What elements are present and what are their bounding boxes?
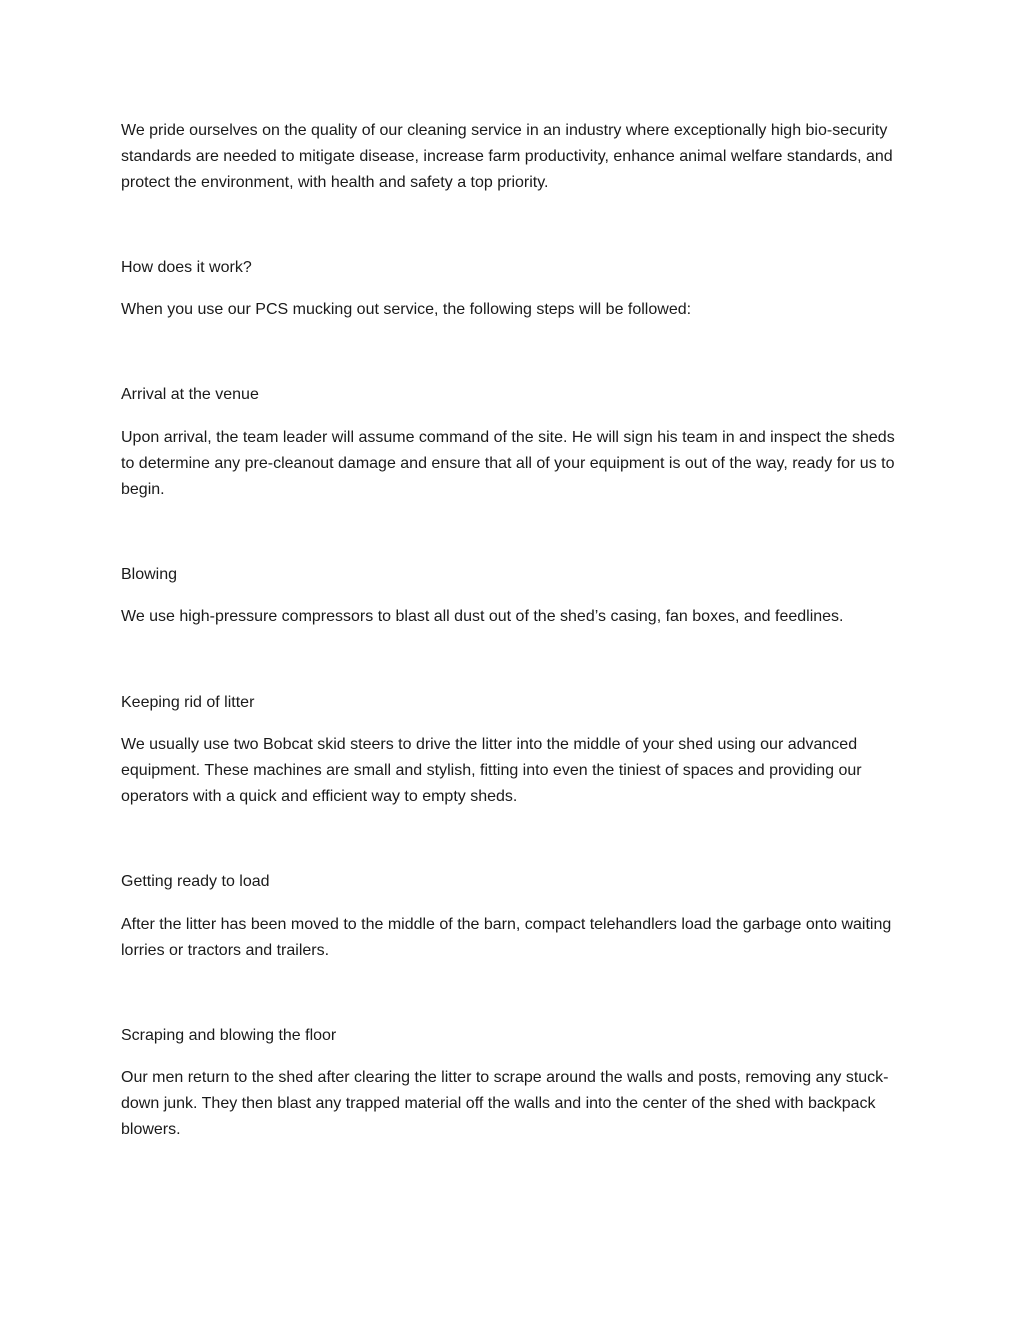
section-text-scraping: Our men return to the shed after clearing the litter to scrape around the walls and posts, removing any stuck-down junk. They then blast any trapped material off the walls and into the center of the shed with backpack blowers. — [121, 1069, 889, 1138]
how-it-works-text: When you use our PCS mucking out service, the following steps will be followed: — [121, 301, 692, 318]
section-heading-arrival: Arrival at the venue — [121, 386, 259, 403]
section-text-arrival: Upon arrival, the team leader will assume command of the site. He will sign his team in and inspect the sheds to determine any pre-cleanout damage and ensure that all of your equipment is out of the way, ready for us to begin. — [121, 429, 895, 498]
section-text-blowing: We use high-pressure compressors to blast all dust out of the shed’s casing, fan boxes, and feedlines. — [121, 608, 844, 625]
intro-paragraph: We pride ourselves on the quality of our cleaning service in an industry where exceptionally high bio-security standards are needed to mitigate disease, increase farm productivity, enhance animal welfare standards, and protect the environment, with health and safety a top priority. — [121, 122, 893, 191]
section-heading-scraping: Scraping and blowing the floor — [121, 1027, 337, 1044]
section-heading-litter: Keeping rid of litter — [121, 694, 255, 711]
how-it-works-heading: How does it work? — [121, 259, 252, 276]
section-heading-blowing: Blowing — [121, 566, 178, 583]
section-heading-loading: Getting ready to load — [121, 873, 270, 890]
section-text-litter: We usually use two Bobcat skid steers to drive the litter into the middle of your shed using our advanced equipment. These machines are small and stylish, fitting into even the tiniest of spaces and providing our operators with a quick and efficient way to empty sheds. — [121, 736, 862, 805]
section-text-loading: After the litter has been moved to the middle of the barn, compact telehandlers load the garbage onto waiting lorries or tractors and trailers. — [121, 916, 892, 959]
